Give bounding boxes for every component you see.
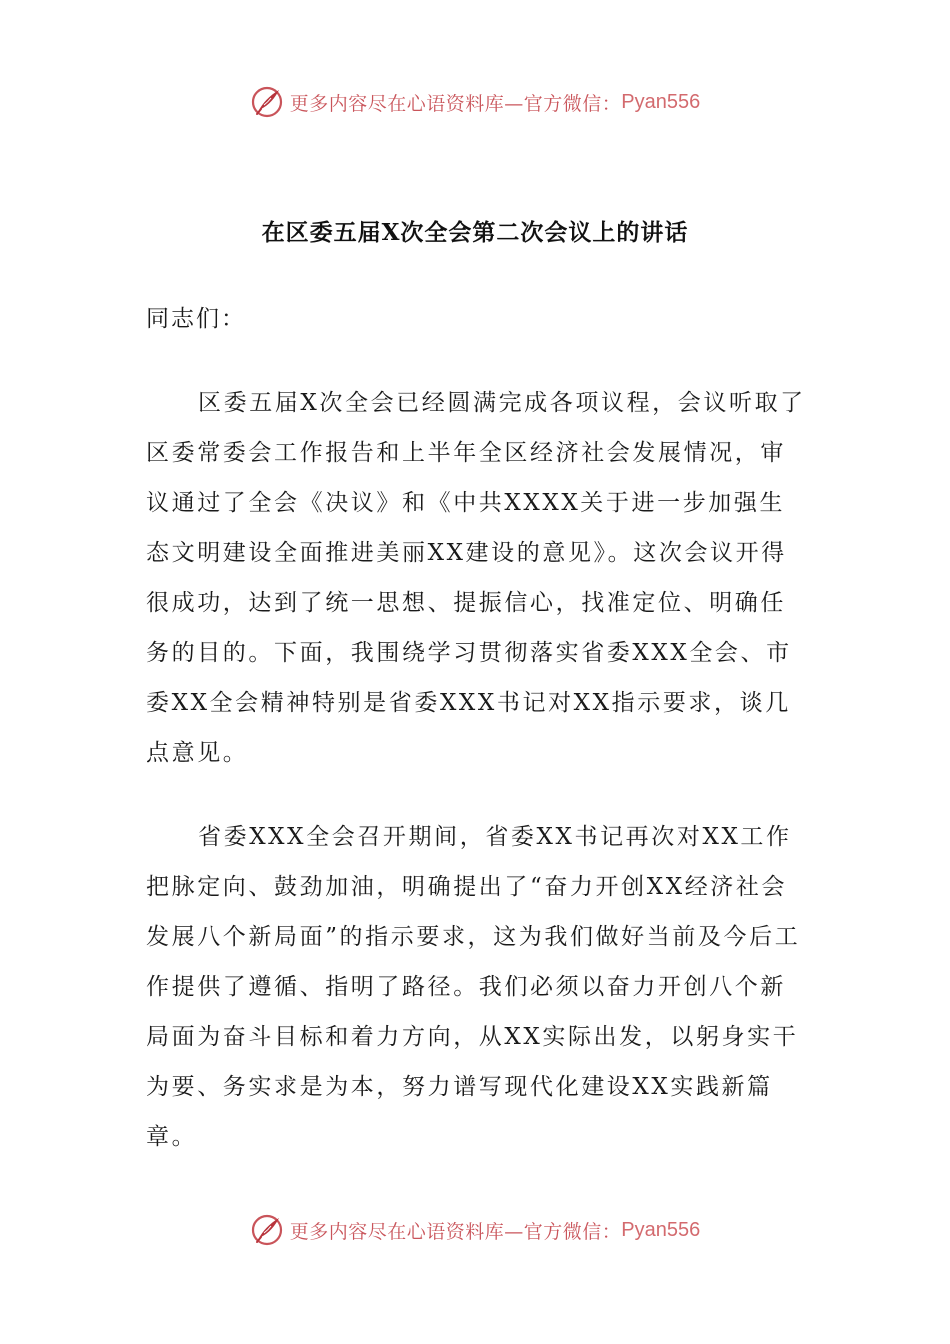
quill-logo-icon — [250, 85, 284, 119]
watermark-text: 更多内容尽在心语资料库—官方微信： — [289, 1220, 622, 1243]
salutation: 同志们： — [146, 306, 246, 332]
quill-logo-icon — [250, 1213, 284, 1247]
watermark-text: 更多内容尽在心语资料库—官方微信： — [289, 92, 622, 115]
document-title: 在区委五届X次全会第二次会议上的讲话 — [261, 219, 689, 246]
paragraph-2: 省委XXX全会召开期间，省委XX书记再次对XX工作把脉定向、鼓劲加油，明确提出了“奋力开创XX经济社会发展八个新局面”的指示要求，这为我们做好当前及今后工作提供了遵循、指明了路径。我们必须以奋力开创八个新局面为奋斗目标和着力方向，从XX实际出发，以躬身实干为要、务实求是为本，努力谱写现代化建设XX实践新篇章。 — [146, 824, 801, 1150]
watermark-wechat-id: Pyan556 — [621, 1218, 701, 1241]
watermark-banner-bottom — [0, 1210, 950, 1250]
paragraph-1: 区委五届X次全会已经圆满完成各项议程，会议听取了区委常委会工作报告和上半年全区经济社会发展情况，审议通过了全会《决议》和《中共XXXX关于进一步加强生态文明建设全面推进美丽XX建设的意见》。这次会议开得很成功，达到了统一思想、提振信心，找准定位、明确任务的目的。下面，我围绕学习贯彻落实省委XXX全会、市委XX全会精神特别是省委XXX书记对XX指示要求，谈几点意见。 — [146, 390, 806, 766]
watermark-banner-top — [0, 82, 950, 122]
watermark-wechat-id: Pyan556 — [621, 90, 701, 113]
